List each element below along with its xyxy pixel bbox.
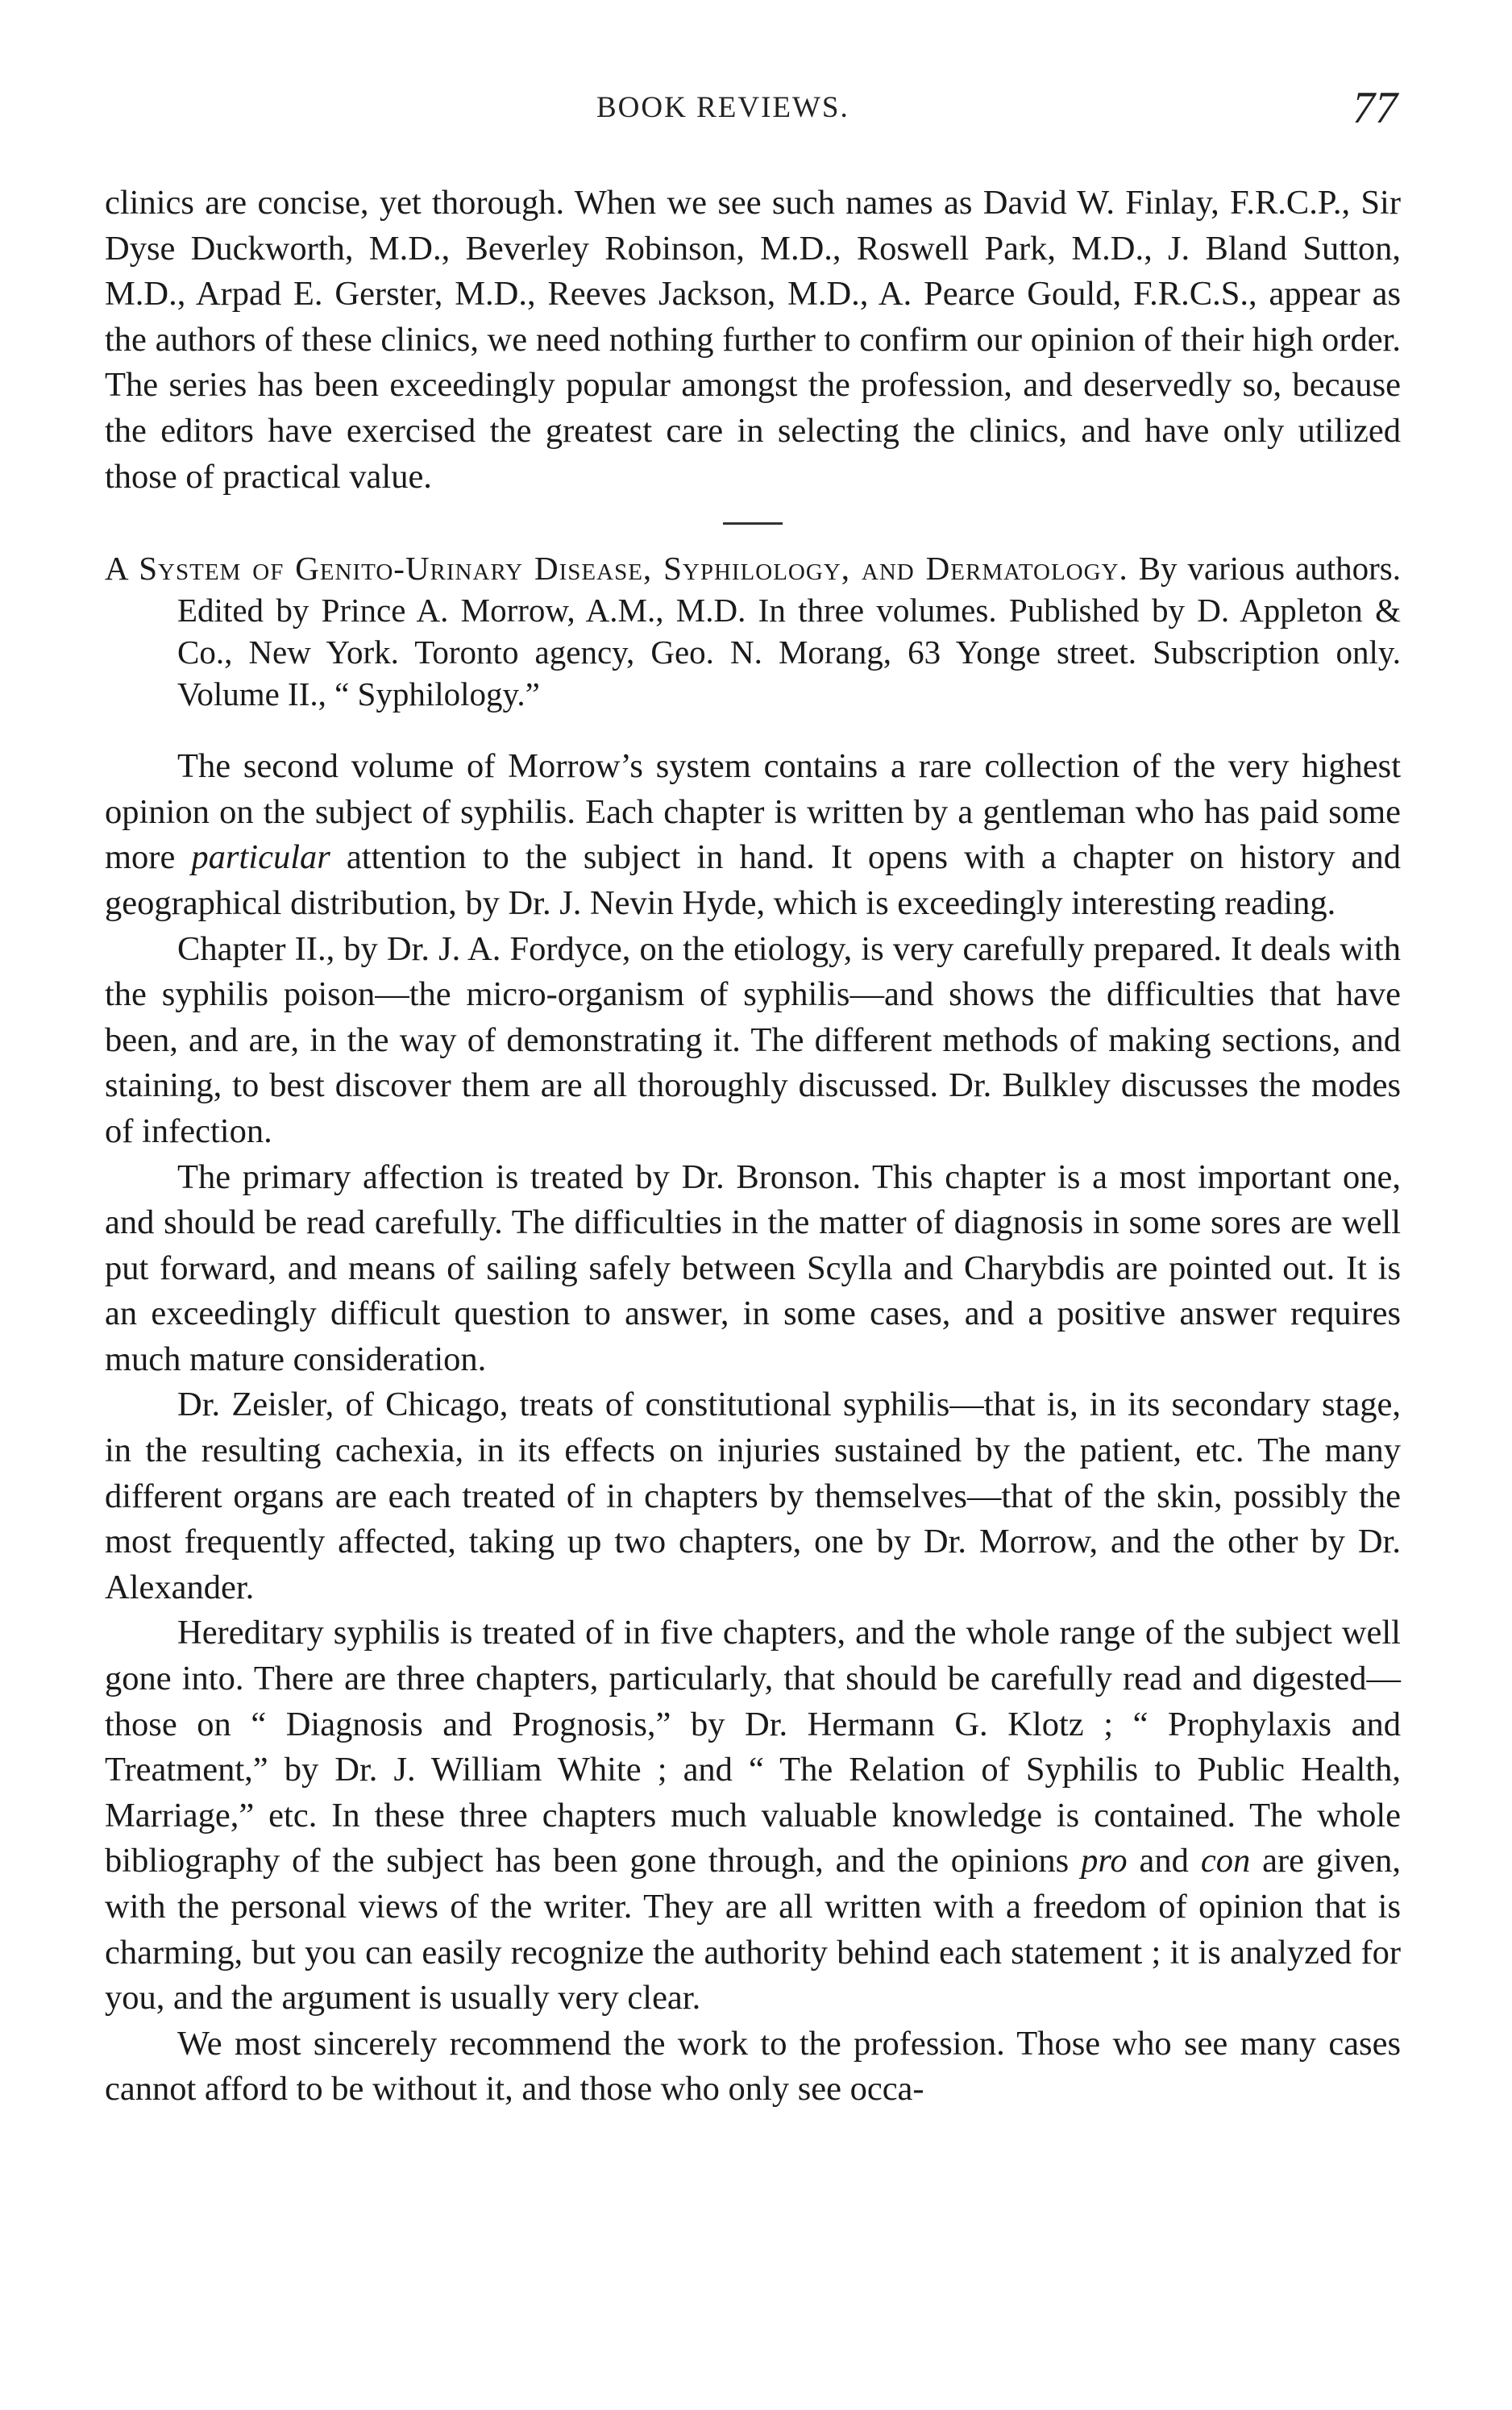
- review-paragraph-1: The second volume of Morrow’s system contains a rare collection of the very highest opinion on the subject of syphilis. Each chapter is written by a gentleman who has paid some more particular attention to the subject in hand. It opens with a chapter on history and geographical distribution, by Dr. J. Nevin Hyde, which is exceedingly interesting reading.: [105, 747, 1401, 922]
- review-paragraph-5: Hereditary syphilis is treated of in five chapters, and the whole range of the subject well gone into. There are three chapters, particularly, that should be carefully read and digested—those on “ Diagnosis and Prognosis,” by Dr. Hermann G. Klotz ; “ Prophylaxis and Treatment,” by Dr. J. William White ; and “ The Relation of Syphilis to Public Health, Marriage,” etc. In these three chapters much valuable knowledge is contained. The whole bibliography of the subject has been gone through, and the opinions pro and con are given, with the personal views of the writer. They are all written with a freedom of opinion that is charming, but you can easily recognize the authority behind each statement ; it is analyzed for you, and the argument is usually very clear.: [105, 1614, 1401, 2017]
- review-paragraph-2: Chapter II., by Dr. J. A. Fordyce, on the etiology, is very carefully prepared. It deals with the syphilis poison—the micro-organism of syphilis—and shows the difficulties that have been, and are, in the way of demonstrating it. The different methods of making sections, and staining, to best discover them are all thoroughly discussed. Dr. Bulkley discusses the modes of infection.: [105, 929, 1401, 1150]
- review-paragraph-3: The primary affection is treated by Dr. Bronson. This chapter is a most important one, and should be read carefully. The difficulties in the matter of diagnosis in some sores are well put forward, and means of sailing safely between Scylla and Charybdis are pointed out. It is an exceedingly difficult question to answer, in some cases, and a positive answer requires much mature consideration.: [105, 1157, 1401, 1378]
- italic-emphasis: particular: [191, 838, 330, 877]
- italic-pro: pro: [1081, 1842, 1128, 1880]
- review-paragraph-6: We most sincerely recommend the work to the profession. Those who see many cases cannot afford to be without it, and those who only see occa-: [105, 2024, 1401, 2109]
- italic-con: con: [1200, 1842, 1251, 1880]
- body-text: [105, 181, 1401, 2113]
- intro-paragraph: clinics are concise, yet thorough. When we see such names as David W. Finlay, F.R.C.P., Sir Dyse Duckworth, M.D., Beverley Robinson, M.D., Roswell Park, M.D., J. Bland Sutton, M.D., Arpad E. Gerster, M.D., Reeves Jackson, M.D., A. Pearce Gould, F.R.C.S., appear as the authors of these clinics, we need nothing further to confirm our opinion of their high order. The series has been exceedingly popular amongst the profession, and deservedly so, because the editors have exercised the greatest care in selecting the clinics, and have only utilized those of practical value.: [105, 184, 1401, 496]
- running-title: BOOK REVIEWS.: [596, 91, 849, 124]
- running-head: [0, 82, 1512, 131]
- review-title: A System of Genito-Urinary Disease, Syphilology, and Dermatology.: [105, 550, 1128, 588]
- section-divider: [723, 522, 783, 525]
- review-paragraph-4: Dr. Zeisler, of Chicago, treats of constitutional syphilis—that is, in its secondary stage, in the resulting cachexia, in its effects on injuries sustained by the patient, etc. The many different organs are each treated of in chapters by themselves—that of the skin, possibly the most frequently affected, taking up two chapters, one by Dr. Morrow, and the other by Dr. Alexander.: [105, 1386, 1401, 1606]
- review-details: By various authors. Edited by Prince A. Morrow, A.M., M.D. In three volumes. Published by D. Appleton & Co., New York. Toronto agency, Geo. N. Morang, 63 Yonge street. Subscription only. Volume II., “ Syphilology.”: [177, 550, 1401, 713]
- page-number: 77: [1352, 83, 1398, 133]
- review-heading: [105, 547, 1401, 715]
